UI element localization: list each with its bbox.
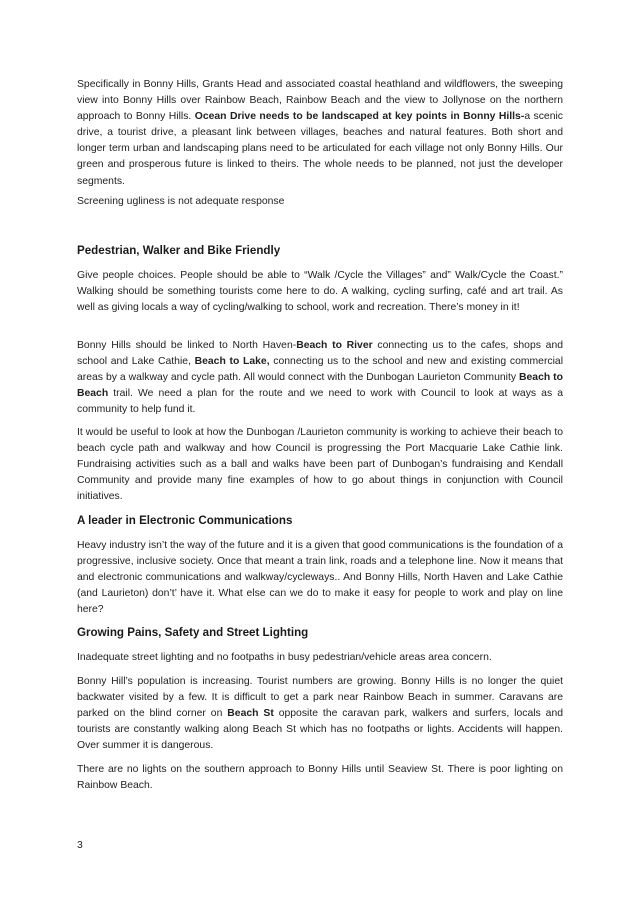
text: connecting us to the cafes, shops and school and Lake Cathie, [77, 340, 563, 368]
section-heading: Pedestrian, Walker and Bike Friendly [77, 244, 281, 257]
text: trail. We need a plan for the route and we need to work with Council to look at ways as a community to help fund it. [77, 388, 563, 416]
paragraph-scenic-views [77, 77, 563, 190]
text: Heavy industry isn’t the way of the future and it is a given that good communications is the foundation of a progressive, inclusive society. Once that meant a train link, roads and a telephone line. Now it means that and electronic communications and walkway/cycleways.. And Bonny Hills, North Haven and Lake Cathie (and Laurieton) don’t’ have it. What else can we do to make it easy for people to work and play on line here? [77, 540, 563, 616]
heading-growing [77, 625, 563, 641]
bold-text: Beach St [227, 708, 274, 720]
paragraph-southern-approach [77, 762, 563, 794]
text: It would be useful to look at how the Dunbogan /Laurieton community is working to achieve their beach to beach cycle path and walkway and how Council is progressing the Port Macquarie Lake Cathie link. Fundraising activities such as a ball and walks have been part of Dunbogan’s fundraising and Kendall Community and provide many fine examples of how to go about things in conjunction with Council initiatives. [77, 427, 563, 503]
text: Inadequate street lighting and no footpaths in busy pedestrian/vehicle areas area concern. [77, 652, 492, 663]
paragraph-population [77, 674, 563, 754]
section-heading: A leader in Electronic Communications [77, 514, 293, 527]
paragraph-choices [77, 268, 563, 316]
text: Give people choices. People should be able to “Walk /Cycle the Villages” and” Walk/Cycle the Coast.” Walking should be something tourists come here to do. A walking, cycling surfing, café and art trail. As well as giving locals a way of cycling/walking to school, work and recreation. There’s money in it! [77, 270, 563, 314]
paragraph-dunbogan [77, 425, 563, 505]
bold-text: Beach to River [296, 340, 373, 351]
bold-text: Beach to Lake, [194, 356, 270, 368]
section-heading: Growing Pains, Safety and Street Lighting [77, 626, 309, 639]
text: a scenic drive, a tourist drive, a pleasant link between villages, beaches and natural features. Both short and longer term urban and landscaping plans need to be articulated for each village not only Bonny Hills. Our green and prosperous future is linked to theirs. The whole needs to be planned, not just the developer segments. [77, 111, 563, 187]
bold-text: Ocean Drive needs to be landscaped at key points in Bonny Hills- [194, 111, 525, 123]
text: connecting us to the school and new and existing commercial areas by a walkway and cycle path. All would connect with the Dunbogan Laurieton Community [77, 356, 564, 384]
bold-text: Beach to Beach [77, 372, 563, 400]
heading-pedestrian [77, 243, 563, 259]
text: Bonny Hills should be linked to North Haven- [77, 340, 297, 351]
paragraph-lighting [77, 650, 563, 666]
text: Bonny Hill’s population is increasing. Tourist numbers are growing. Bonny Hills is no longer the quiet backwater visited by a few. It is difficult to get a park near Rainbow Beach in summer. Caravans are parked on the blind corner on [77, 676, 563, 720]
text: opposite the caravan park, walkers and surfers, locals and tourists are constantly walking along Beach St which has no footpaths or lights. Accidents will happen. Over summer it is dangerous. [77, 708, 563, 752]
text: There are no lights on the southern approach to Bonny Hills until Seaview St. There is poor lighting on Rainbow Beach. [77, 764, 563, 792]
paragraph-screening [77, 194, 563, 210]
text: Screening ugliness is not adequate response [77, 196, 285, 207]
text: Specifically in Bonny Hills, Grants Head and associated coastal heathland and wildflowers, the sweeping view into Bonny Hills over Rainbow Beach, Rainbow Beach and the view to Jollynose on the northern approach to Bonny Hills. [77, 79, 563, 123]
paragraph-links [77, 338, 563, 418]
page-number: 3 [77, 840, 83, 851]
heading-electronic [77, 513, 563, 529]
paragraph-communications [77, 538, 563, 618]
